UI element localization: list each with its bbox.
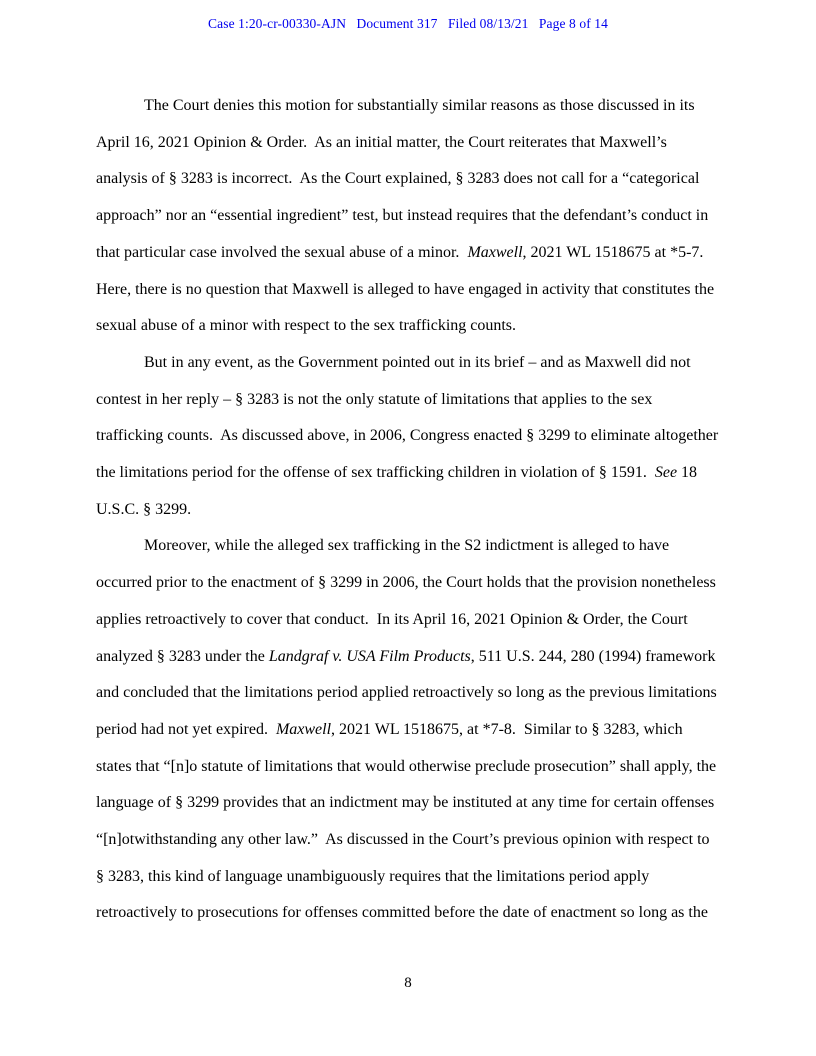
- text-run: Moreover, while the alleged sex trafficking in the S2 indictment is alleged to have occurred prior to the enactment of § 3299 in 2006, the Court holds that the provision nonetheless applies retroactively to cover that conduct. In its April 16, 2021 Opinion & Order, the Court analyzed § 3283 under the: [96, 537, 720, 665]
- italic-text-run: Landgraf v. USA Film Products: [268, 647, 471, 665]
- document-body: [96, 88, 723, 932]
- italic-text-run: Maxwell: [467, 243, 523, 261]
- text-run: , 2021 WL 1518675, at *7-8. Similar to § 3283, which states that “[n]o statute of limitations that would otherwise preclude prosecution” shall apply, the language of § 3299 provides that an indictment may be instituted at any time for certain offenses “[n]otwithstanding any other law.” As discussed in the Court’s previous opinion with respect to § 3283, this kind of language unambiguously requires that the limitations period apply retroactively to prosecutions for offenses committed before the date of enactment so long as the: [96, 720, 721, 922]
- text-run: , 511 U.S. 244, 280 (1994) framework and concluded that the limitations period applied retroactively so long as the previous limitations period had not yet expired.: [96, 647, 721, 738]
- paragraph: [96, 88, 720, 345]
- page-number: 8: [404, 975, 412, 991]
- text-run: The Court denies this motion for substantially similar reasons as those discussed in its April 16, 2021 Opinion & Order. As an initial matter, the Court reiterates that Maxwell’s analysis of § 3283 is incorrect. As the Court explained, § 3283 does not call for a “categorical approach” nor an “essential ingredient” test, but instead requires that the defendant’s conduct in that particular case involved the sexual abuse of a minor.: [96, 97, 713, 261]
- italic-text-run: See: [654, 464, 678, 482]
- text-run: , 2021 WL 1518675 at *5-7. Here, there is no question that Maxwell is alleged to have engaged in activity that constitutes the sexual abuse of a minor with respect to the sex trafficking counts.: [96, 243, 719, 335]
- text-run: But in any event, as the Government pointed out in its brief – and as Maxwell did not contest in her reply – § 3283 is not the only statute of limitations that applies to the sex trafficking counts. As discussed above, in 2006, Congress enacted § 3299 to eliminate altogether the limitations period for the offense of sex trafficking children in violation of § 1591.: [96, 353, 723, 482]
- paragraph: [96, 528, 720, 932]
- text-run: 18 U.S.C. § 3299.: [96, 464, 702, 518]
- italic-text-run: Maxwell: [275, 720, 332, 738]
- paragraph: [96, 345, 723, 529]
- ecf-stamp-header: Case 1:20-cr-00330-AJN Document 317 Filed 08/13/21 Page 8 of 14: [208, 16, 608, 31]
